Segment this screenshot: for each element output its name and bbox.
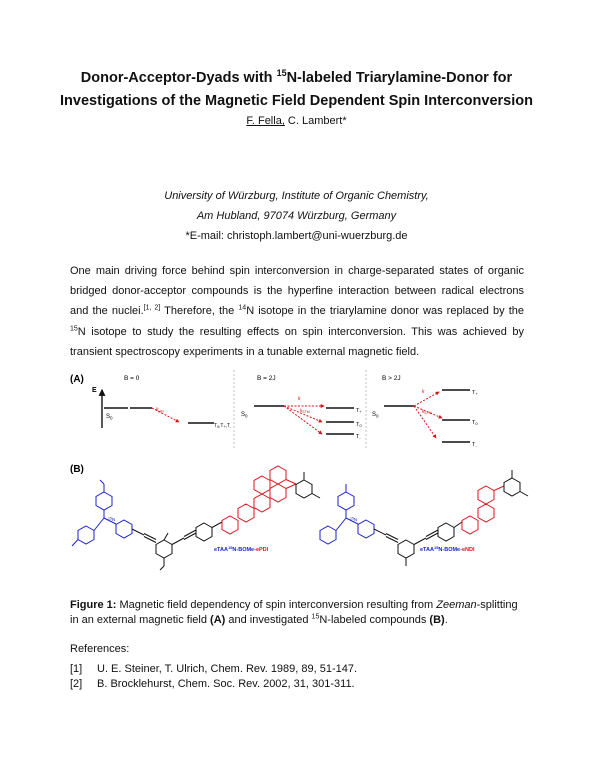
reference-number: [2] — [70, 678, 83, 690]
author-list — [0, 115, 593, 127]
k-label-bgt2j: k — [422, 389, 425, 395]
k-hfi-label: $k_{HFI}$ — [156, 407, 165, 414]
kstm-label-bgt2j: $k_{STM}$ — [422, 409, 432, 415]
s0-label-b0: $S_0$ — [106, 414, 113, 421]
reference-number: [1] — [70, 663, 83, 675]
citation-ref[interactable]: [1, 2] — [143, 304, 161, 312]
arrow-to-tplus-bgt2j — [414, 392, 439, 406]
reference-item — [70, 662, 357, 677]
tminus-label-b2j: T- — [356, 434, 361, 440]
tplus-label-bgt2j: T+ — [472, 390, 478, 396]
compound-left-name: eTAA$^{15}$N-BOMe-ePDI — [214, 545, 269, 553]
reference-text: B. Brocklehurst, Chem. Soc. Rev. 2002, 31, 301-311. — [97, 678, 355, 690]
field-b0-label: B = 0 — [124, 375, 140, 382]
co-author: C. Lambert* — [284, 115, 347, 127]
n15-label-left: $^{15}$N — [108, 516, 116, 522]
field-b2j-label: B = 2J — [257, 375, 276, 382]
tminus-label-bgt2j: T- — [472, 442, 477, 448]
panel-a-label: (A) — [70, 374, 84, 385]
s0-label-b2j: $S_0$ — [241, 412, 248, 419]
affiliation-address: Am Hubland, 97074 Würzburg, Germany — [196, 210, 397, 222]
figure-graphic — [64, 368, 534, 583]
abstract-paragraph: One main driving force behind spin interconversion in charge-separated states of organic bridged donor-acceptor compounds is the hyperfine interaction between radical electrons and the nuclei.[1, 2] Therefore, the $^{14}$N isotope in the triarylamine donor was replaced by the $^{15}$N isotope to study the resulting effects on spin interconversion. This was achieved by transient spectroscopy experiments in a tunable external magnetic field. — [70, 265, 524, 358]
reference-text: U. E. Steiner, T. Ulrich, Chem. Rev. 1989, 89, 51-147. — [97, 663, 358, 675]
presenting-author: F. Fella, — [246, 115, 285, 127]
compound-right-name: eTAA$^{15}$N-BOMe-eNDI — [420, 545, 475, 553]
k-label-b2j: k — [298, 396, 301, 402]
title-line-1: Donor-Acceptor-Dyads with $^{15}$N-labeled Triarylamine-Donor for — [80, 68, 513, 86]
affiliation — [0, 186, 593, 246]
references-list — [70, 662, 357, 692]
figure-caption: Figure 1: Magnetic field dependency of spin interconversion resulting from Zeeman-splitting in an external magnetic field (A) and investigated $^{15}$N-labeled compounds (B). — [70, 599, 518, 626]
triplets-label-b0: $T_0,T_+,T_-$ — [214, 423, 232, 429]
contact-email[interactable]: *E-mail: christoph.lambert@uni-wuerzburg.de — [185, 230, 408, 242]
t0-label-bgt2j: T0 — [472, 420, 478, 426]
affiliation-institute: University of Würzburg, Institute of Organic Chemistry, — [164, 190, 429, 202]
arrow-to-t0-b2j — [284, 406, 322, 422]
energy-axis-label: E — [92, 387, 97, 394]
tplus-label-b2j: T+ — [356, 408, 362, 414]
t0-label-b2j: T0 — [356, 422, 362, 428]
references-heading: References: — [70, 643, 130, 655]
paper-title — [40, 62, 553, 113]
field-bgt2j-label: B > 2J — [382, 375, 401, 382]
title-line-2: Investigations of the Magnetic Field Dependent Spin Interconversion — [60, 92, 533, 109]
kstm-label-b2j: $k_{STM}$ — [300, 408, 310, 414]
panel-b-label: (B) — [70, 464, 84, 475]
reference-item — [70, 677, 357, 692]
s0-label-bgt2j: $S_0$ — [372, 412, 379, 419]
n15-label-right: $^{15}$N — [350, 516, 358, 522]
figure-1 — [64, 368, 534, 583]
